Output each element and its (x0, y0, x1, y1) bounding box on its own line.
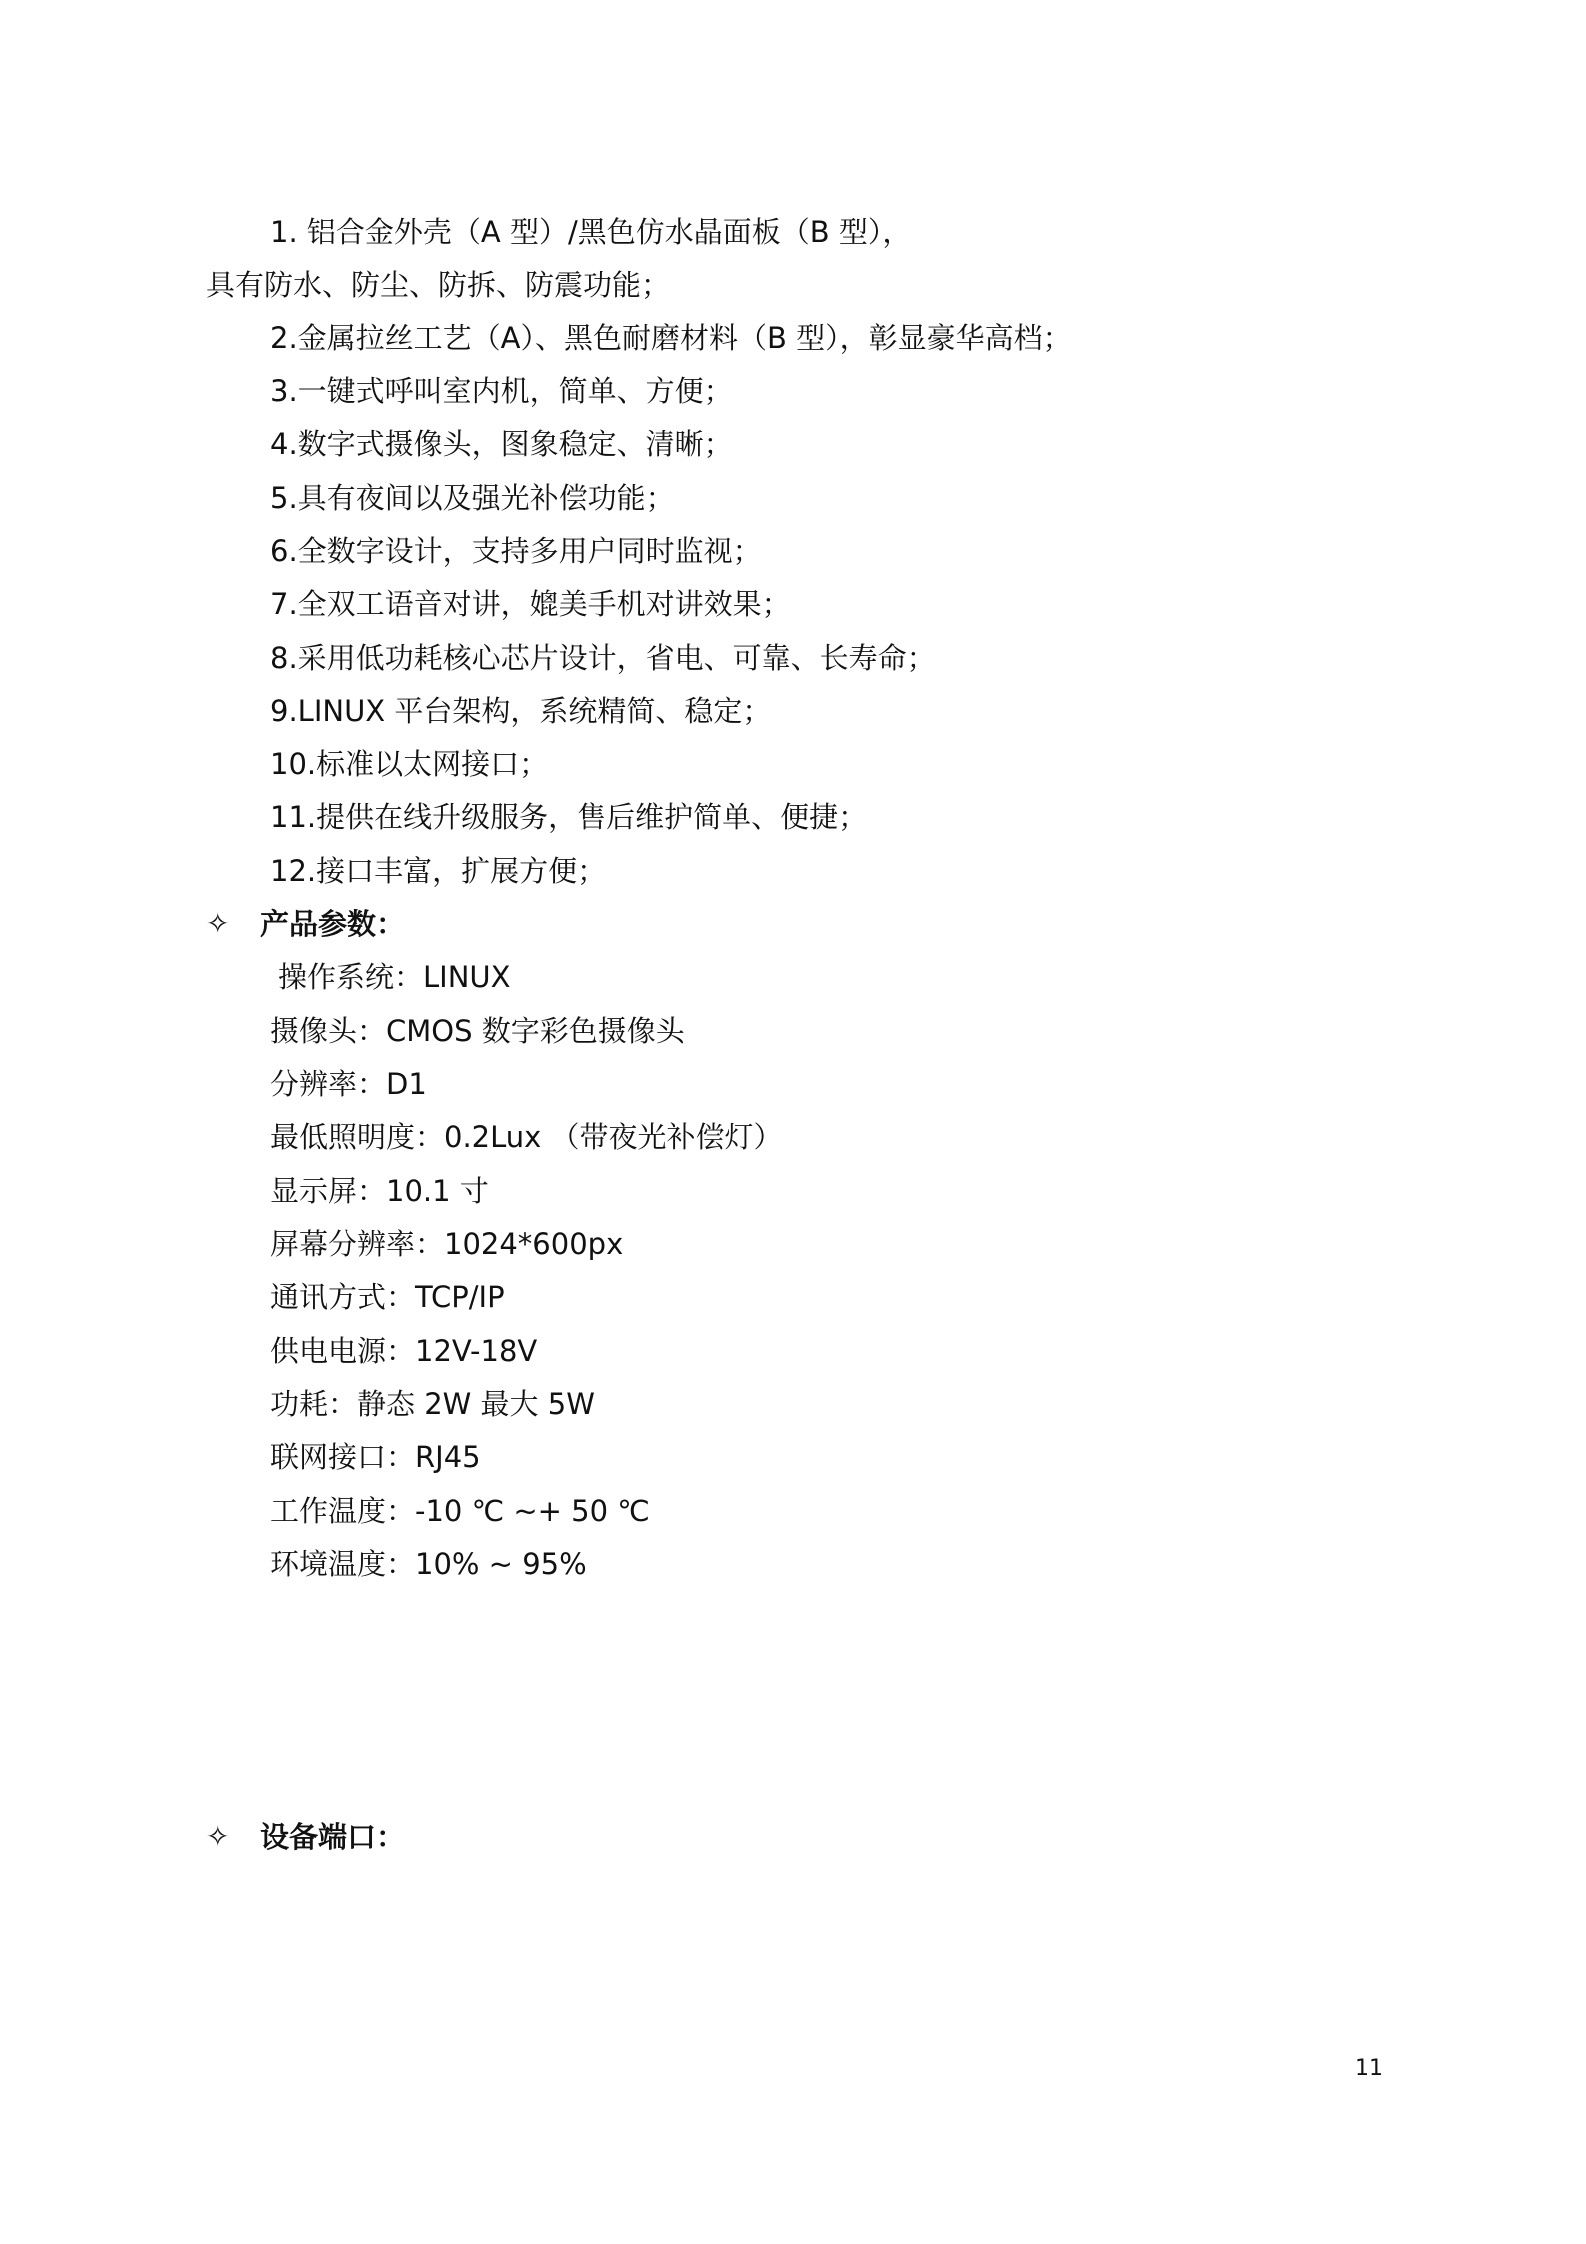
param-operating-temp: 工作温度：-10 ℃ ~+ 50 ℃ (270, 1494, 650, 1528)
feature-item-12: 12.接口丰富，扩展方便； (270, 854, 607, 888)
param-display: 显示屏：10.1 寸 (270, 1174, 489, 1208)
feature-item-8: 8.采用低功耗核心芯片设计，省电、可靠、长寿命； (270, 641, 936, 675)
feature-item-1-line2: 具有防水、防尘、防拆、防震功能； (206, 268, 671, 302)
section-bullet-icon: ✧ (206, 907, 230, 940)
ports-heading: 设备端口： (260, 1820, 406, 1854)
section-bullet-icon: ✧ (206, 1820, 230, 1853)
feature-item-7: 7.全双工语音对讲，媲美手机对讲效果； (270, 587, 791, 621)
param-min-illumination: 最低照明度：0.2Lux （带夜光补偿灯） (270, 1120, 783, 1154)
feature-item-6: 6.全数字设计，支持多用户同时监视； (270, 534, 762, 568)
param-resolution: 分辨率：D1 (270, 1067, 427, 1101)
param-screen-resolution: 屏幕分辨率：1024*600px (270, 1227, 624, 1261)
feature-item-10: 10.标准以太网接口； (270, 747, 549, 781)
param-power-consumption: 功耗：静态 2W 最大 5W (270, 1387, 595, 1421)
param-network-port: 联网接口：RJ45 (270, 1440, 481, 1474)
feature-item-4: 4.数字式摄像头，图象稳定、清晰； (270, 427, 733, 461)
feature-item-9: 9.LINUX 平台架构，系统精简、稳定； (270, 694, 772, 728)
feature-item-2: 2.金属拉丝工艺（A）、黑色耐磨材料（B 型），彰显豪华高档； (270, 321, 1072, 355)
param-power-supply: 供电电源：12V-18V (270, 1334, 538, 1368)
feature-item-11: 11.提供在线升级服务，售后维护简单、便捷； (270, 800, 868, 834)
params-heading: 产品参数： (260, 907, 406, 941)
page-number: 11 (1355, 2056, 1383, 2081)
param-os: 操作系统：LINUX (278, 960, 511, 994)
param-comm: 通讯方式：TCP/IP (270, 1280, 505, 1314)
feature-item-5: 5.具有夜间以及强光补偿功能； (270, 481, 675, 515)
feature-item-1-line1: 1. 铝合金外壳（A 型）/黑色仿水晶面板（B 型）， (270, 215, 912, 249)
param-env-humidity: 环境温度：10% ~ 95% (270, 1547, 587, 1581)
feature-item-3: 3.一键式呼叫室内机，简单、方便； (270, 374, 733, 408)
param-camera: 摄像头：CMOS 数字彩色摄像头 (270, 1014, 685, 1048)
